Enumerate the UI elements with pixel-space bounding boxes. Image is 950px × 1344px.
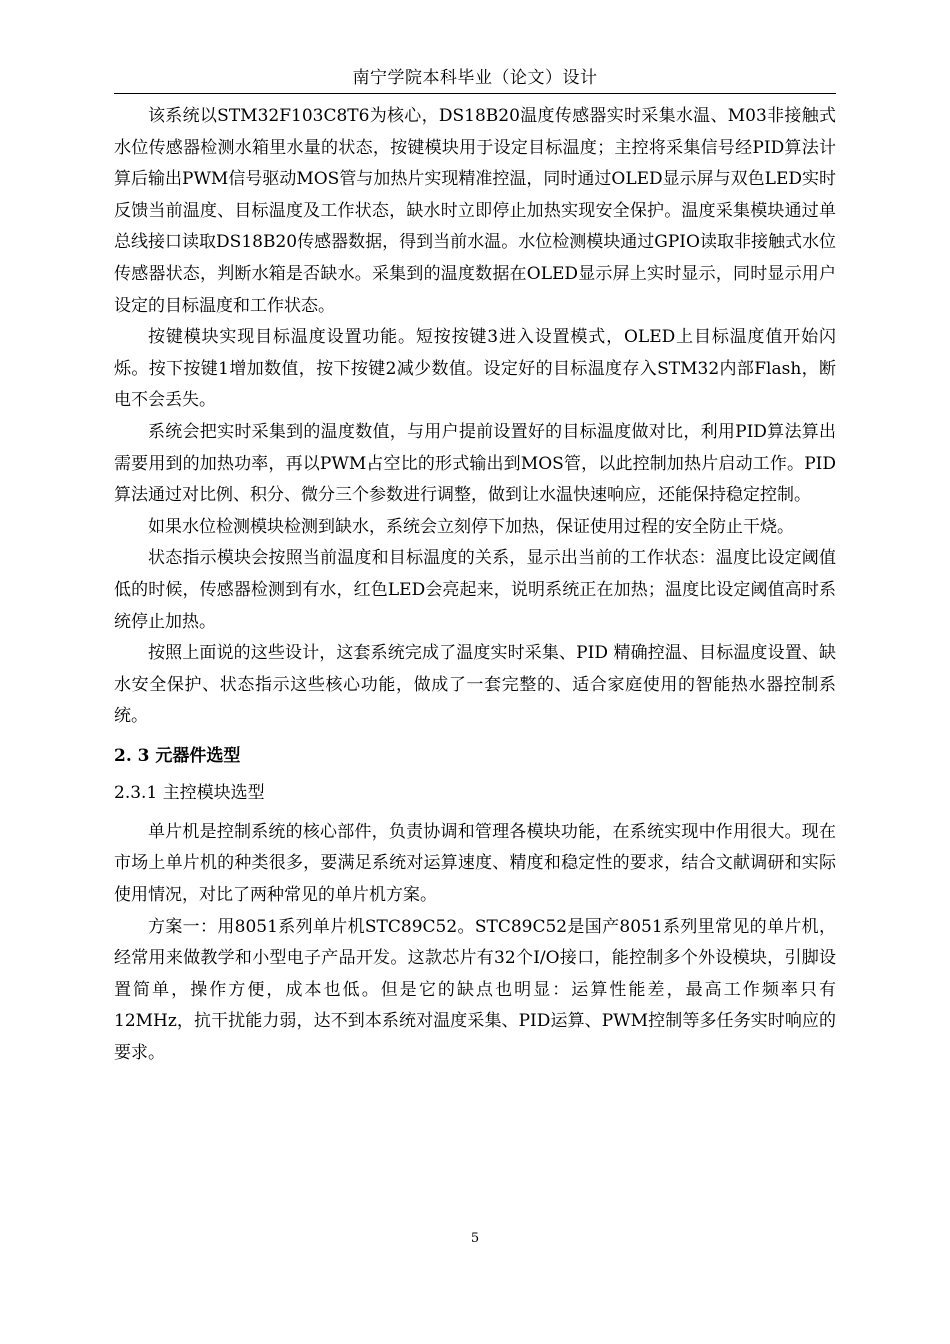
paragraph-mcu-intro: 单片机是控制系统的核心部件，负责协调和管理各模块功能，在系统实现中作用很大。现在市场上单片机的种类很多，要满足系统对运算速度、精度和稳定性的要求，结合文献调研和实际使用情况，对比了两种常见的单片机方案。 xyxy=(114,821,836,906)
section-heading: 2. 3 元器件选型 xyxy=(114,745,241,766)
body-text xyxy=(114,101,836,1070)
paragraph-summary: 按照上面说的这些设计，这套系统完成了温度实时采集、PID 精确控温、目标温度设置、缺水安全保护、状态指示这些核心功能，做成了一套完整的、适合家庭使用的智能热水器控制系统。 xyxy=(114,643,836,727)
paragraph-water-level: 如果水位检测模块检测到缺水，系统会立刻停下加热，保证使用过程的安全防止干烧。 xyxy=(148,516,794,537)
page-header-title: 南宁学院本科毕业（论文）设计 xyxy=(352,68,598,88)
subsection-heading: 2.3.1 主控模块选型 xyxy=(114,782,265,803)
header-rule xyxy=(114,93,836,94)
paragraph-status-indicator: 状态指示模块会按照当前温度和目标温度的关系，显示出当前的工作状态：温度比设定阈值低的时候，传感器检测到有水，红色LED会亮起来，说明系统正在加热；温度比设定阈值高时系统停止加热。 xyxy=(114,548,836,632)
paragraph-key-module: 按键模块实现目标温度设置功能。短按按键3进入设置模式，OLED上目标温度值开始闪烁。按下按键1增加数值，按下按键2减少数值。设定好的目标温度存入STM32内部Flash，断电不会丢失。 xyxy=(114,327,836,411)
paragraph-option-one: 方案一：用8051系列单片机STC89C52。STC89C52是国产8051系列里常见的单片机，经常用来做教学和小型电子产品开发。这款芯片有32个I/O接口，能控制多个外设模块，引脚设置简单，操作方便，成本也低。但是它的缺点也明显：运算性能差，最高工作频率只有12MHz，抗干扰能力弱，达不到本系统对温度采集、PID运算、PWM控制等多任务实时响应的要求。 xyxy=(114,916,836,1064)
paragraph-system-overview: 该系统以STM32F103C8T6为核心，DS18B20温度传感器实时采集水温、M03非接触式水位传感器检测水箱里水量的状态，按键模块用于设定目标温度；主控将采集信号经PID算法计算后输出PWM信号驱动MOS管与加热片实现精准控温，同时通过OLED显示屏与双色LED实时反馈当前温度、目标温度及工作状态，缺水时立即停止加热实现安全保护。温度采集模块通过单总线接口读取DS18B20传感器数据，得到当前水温。水位检测模块通过GPIO读取非接触式水位传感器状态，判断水箱是否缺水。采集到的温度数据在OLED显示屏上实时显示，同时显示用户设定的目标温度和工作状态。 xyxy=(114,106,836,316)
page-number: 5 xyxy=(470,1231,480,1246)
paragraph-pid-control: 系统会把实时采集到的温度数值，与用户提前设置好的目标温度做对比，利用PID算法算出需要用到的加热功率，再以PWM占空比的形式输出到MOS管，以此控制加热片启动工作。PID算法通过对比例、积分、微分三个参数进行调整，做到让水温快速响应，还能保持稳定控制。 xyxy=(114,421,836,506)
